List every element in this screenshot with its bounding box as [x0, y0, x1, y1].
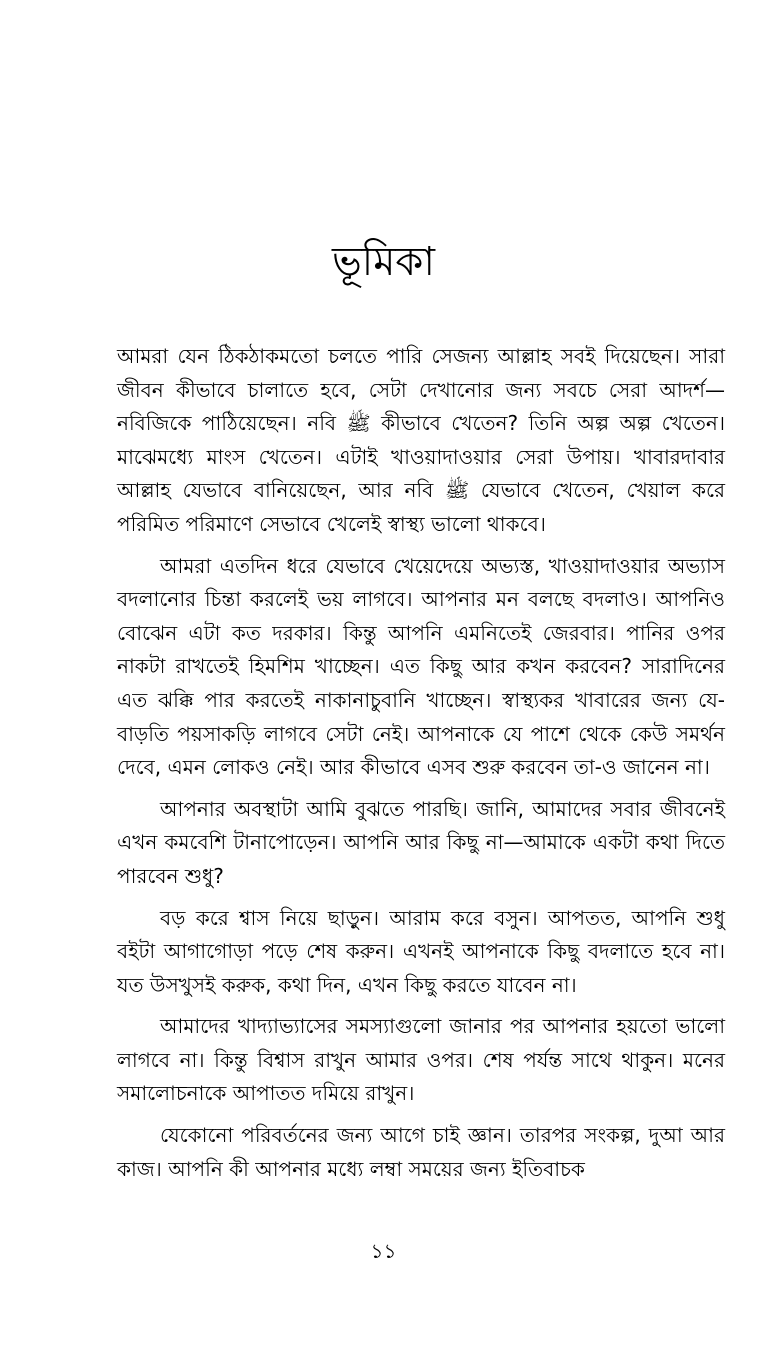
- chapter-title: ভূমিকা: [331, 239, 436, 285]
- paragraph-4: বড় করে শ্বাস নিয়ে ছাড়ুন। আরাম করে বসুন। আপতত, আপনি শুধু বইটা আগাগোড়া পড়ে শেষ করুন। এখনই আপনাকে কিছু বদলাতে হবে না। যত উসখুসই করুক, কথা দিন, এখন কিছু করতে যাবেন না।: [117, 905, 725, 997]
- paragraph-6: যেকোনো পরিবর্তনের জন্য আগে চাই জ্ঞান। তারপর সংকল্প, দুআ আর কাজ। আপনি কী আপনার মধ্যে লম্বা সময়ের জন্য ইতিবাচক: [117, 1123, 725, 1181]
- page-number: ১১: [370, 1239, 397, 1263]
- paragraph-5: আমাদের খাদ্যাভ্যাসের সমস্যাগুলো জানার পর আপনার হয়তো ভালো লাগবে না। কিন্তু বিশ্বাস রাখুন আমার ওপর। শেষ পর্যন্ত সাথে থাকুন। মনের সমালোচনাকে আপাতত দমিয়ে রাখুন।: [117, 1014, 725, 1106]
- body-text: [117, 340, 725, 1194]
- paragraph-3: আপনার অবস্থাটা আমি বুঝতে পারছি। জানি, আমাদের সবার জীবনেই এখন কমবেশি টানাপোড়েন। আপনি আর কিছু না—আমাকে একটা কথা দিতে পারবেন শুধু?: [117, 796, 725, 888]
- paragraph-1: আমরা যেন ঠিকঠাকমতো চলতে পারি সেজন্য আল্লাহ সবই দিয়েছেন। সারা জীবন কীভাবে চালাতে হবে, সেটা দেখানোর জন্য সবচে সেরা আদর্শ—নবিজিকে পাঠিয়েছেন। নবি ﷺ কীভাবে খেতেন? তিনি অল্প অল্প খেতেন। মাঝেমধ্যে মাংস খেতেন। এটাই খাওয়াদাওয়ার সেরা উপায়। খাবারদাবার আল্লাহ যেভাবে বানিয়েছেন, আর নবি ﷺ যেভাবে খেতেন, খেয়াল করে পরিমিত পরিমাণে সেভাবে খেলেই স্বাস্থ্য ভালো থাকবে।: [117, 344, 725, 536]
- paragraph-2: আমরা এতদিন ধরে যেভাবে খেয়েদেয়ে অভ্যস্ত, খাওয়াদাওয়ার অভ্যাস বদলানোর চিন্তা করলেই ভয় লাগবে। আপনার মন বলছে বদলাও। আপনিও বোঝেন এটা কত দরকার। কিন্তু আপনি এমনিতেই জেরবার। পানির ওপর নাকটা রাখতেই হিমশিম খাচ্ছেন। এত কিছু আর কখন করবেন? সারাদিনের এত ঝক্কি পার করতেই নাকানাচুবানি খাচ্ছেন। স্বাস্থ্যকর খাবারের জন্য যে-বাড়তি পয়সাকড়ি লাগবে সেটা নেই। আপনাকে যে পাশে থেকে কেউ সমর্থন দেবে, এমন লোকও নেই। আর কীভাবে এসব শুরু করবেন তা-ও জানেন না।: [117, 553, 725, 780]
